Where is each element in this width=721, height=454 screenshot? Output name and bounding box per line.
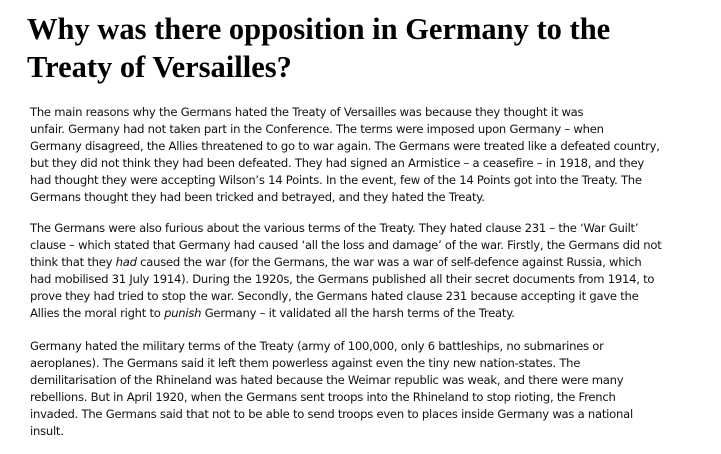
paragraph-war-guilt-clause	[30, 220, 706, 322]
emphasis-text: had	[115, 255, 137, 269]
title-line: Treaty of Versailles?	[27, 50, 292, 84]
title-line: Why was there opposition in Germany to the	[27, 12, 611, 46]
text-line: Germans thought they had been tricked and betrayed, and they hated the Treaty.	[30, 190, 485, 204]
text-line: rebellions. But in April 1920, when the Germans sent troops into the Rhineland to stop rioting, the French	[30, 390, 616, 404]
text-segment: Germany – it validated all the harsh terms of the Treaty.	[201, 306, 515, 320]
text-line: but they did not think they had been defeated. They had signed an Armistice – a ceasefire – in 1918, and they	[30, 156, 644, 170]
page-title	[27, 10, 707, 86]
text-line: prove they had tried to stop the war. Secondly, the Germans hated clause 231 because accepting it gave the	[30, 289, 639, 303]
text-line: insult.	[30, 424, 64, 438]
text-line: unfair. Germany had not taken part in the Conference. The terms were imposed upon Germany – when	[30, 122, 604, 136]
text-line: had thought they were accepting Wilson’s 14 Points. In the event, few of the 14 Points got into the Treaty. The	[30, 173, 642, 187]
text-line: invaded. The Germans said that not to be able to send troops even to places inside Germany was a national	[30, 407, 633, 421]
text-line	[30, 305, 706, 322]
text-line	[30, 254, 706, 271]
text-segment: think that they	[30, 255, 116, 269]
emphasis-text: punish	[164, 306, 202, 320]
text-line: demilitarisation of the Rhineland was hated because the Weimar republic was weak, and there were many	[30, 373, 624, 387]
text-line: Germany disagreed, the Allies threatened to go to war again. The Germans were treated like a defeated country,	[30, 139, 660, 153]
text-line: The Germans were also furious about the various terms of the Treaty. They hated clause 231 – the ‘War Guilt’	[30, 221, 639, 235]
text-line: aeroplanes). The Germans said it left them powerless against even the tiny new nation-states. The	[30, 356, 581, 370]
text-line: Germany hated the military terms of the Treaty (army of 100,000, only 6 battleships, no submarines or	[30, 339, 604, 353]
paragraph-military-terms	[30, 338, 706, 440]
text-segment: caused the war (for the Germans, the war was a war of self-defence against Russia, which	[136, 255, 642, 269]
text-line: clause – which stated that Germany had caused ‘all the loss and damage’ of the war. Firstly, the Germans did not	[30, 238, 662, 252]
text-line: had mobilised 31 July 1914). During the 1920s, the Germans published all their secret documents from 1914, to	[30, 272, 655, 286]
text-line: The main reasons why the Germans hated the Treaty of Versailles was because they thought it was	[30, 105, 584, 119]
text-segment: Allies the moral right to	[30, 306, 165, 320]
paragraph-reasons-for-hatred	[30, 104, 706, 206]
